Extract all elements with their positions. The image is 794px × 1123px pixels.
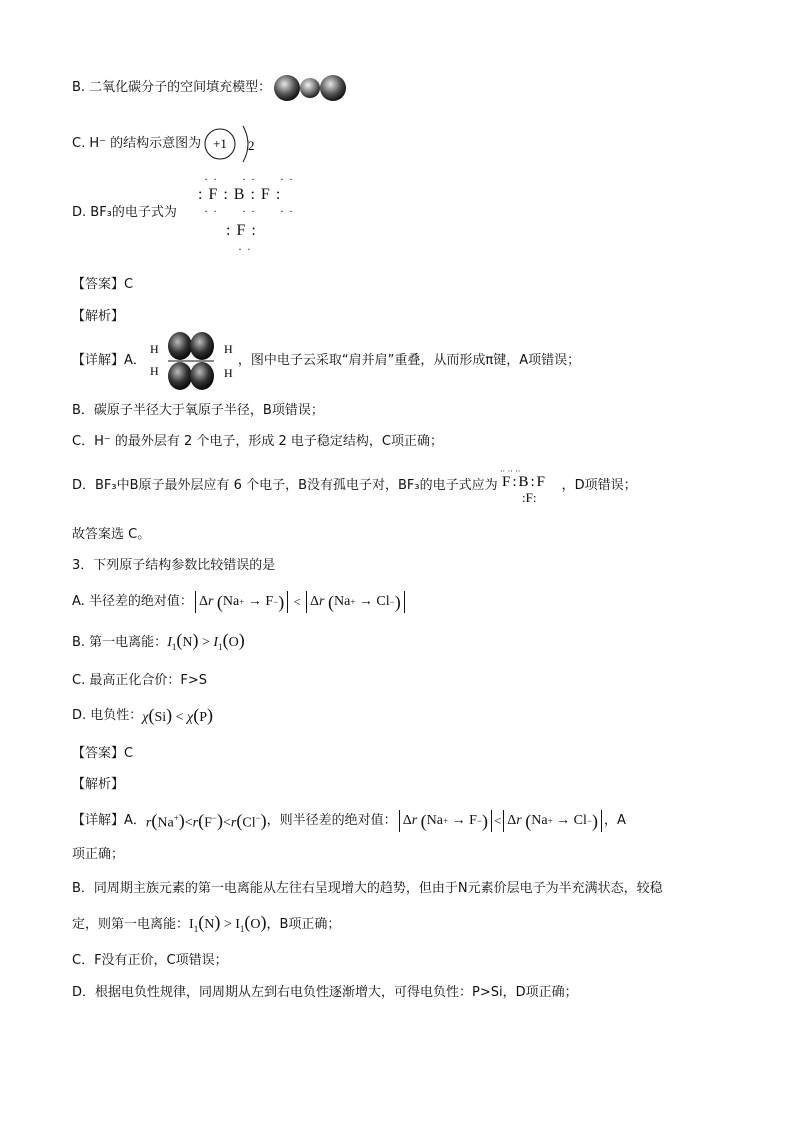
detail-d-1 [72,466,637,506]
co2-space-filling-model-image [273,72,347,104]
detail-a-2-cont: 项正确； [72,847,125,862]
q3a-formula-left: Δ r ( Na + → F − ) [195,591,288,613]
detail-c-2: C．F没有正价，C项错误； [72,953,228,968]
detail-b-2-line2-text: 定，则第一电离能： [72,917,190,932]
option-c [72,122,263,166]
detail-a-2-abs-right: Δ r ( Na + → Cl − ) [503,810,602,832]
bf3-correct-electron-formula-image [498,466,562,506]
q3-option-c: C. 最高正化合价：F>S [72,673,207,688]
detail-b-2-line2 [72,911,341,936]
detail-a-2-prefix: 【详解】A． [72,813,146,828]
detail-a-1-prefix: 【详解】A． [72,353,146,368]
detail-a-2-suffix: ，A [603,813,626,828]
svg-text:F:B:F: F:B:F [501,474,547,490]
q3b-formula: $I_1(N) > I_1(O)$ [167,629,245,652]
detail-c-1: C．H⁻ 的最外层有 2 个电子，形成 2 电子稳定结构，C项正确； [72,434,443,449]
answer-label-1: 【答案】C [72,277,134,292]
svg-text:·· ·· ··: ·· ·· ·· [499,467,520,476]
detail-d-1-prefix: D．BF₃中B原子最外层应有 6 个电子，B没有孤电子对，BF₃的电子式应为 [72,478,498,493]
h-minus-structure-diagram [203,122,263,166]
detail-a-2-radius-order: r(Na+)<r(F−)<r(Cl−) [145,810,267,831]
option-c-label: C. H⁻ 的结构示意图为 [72,136,202,151]
detail-a-1 [72,332,580,390]
detail-a-2-abs-left: Δ r ( Na + → F − ) [399,810,492,832]
conclusion-1: 故答案选 C。 [72,527,151,542]
q3-option-d [72,705,213,727]
svg-text:H: H [149,364,159,378]
detail-b-2-formula: $I_1(N) > I_1(O)$ [189,911,267,934]
q3-option-b-label: B. 第一电离能： [72,635,168,650]
option-b [72,72,347,104]
answer-label-2: 【答案】C [72,746,134,761]
q3-option-b [72,629,245,654]
detail-b-2-line1: B．同周期主族元素的第一电离能从左往右呈现增大的趋势，但由于N元素价层电子为半充满状态，较稳 [72,881,663,896]
shell-electrons: 2 [248,138,255,153]
analysis-label-2: 【解析】 [72,777,125,792]
analysis-label-1: 【解析】 [72,309,125,324]
svg-text:H: H [223,366,233,380]
detail-d-2: D．根据电负性规律，同周期从左到右电负性逐渐增大，可得电负性：P>Si，D项正确； [72,985,578,1000]
svg-text::F:: :F: [521,490,537,505]
q3a-formula-right: Δ r ( Na + → Cl − ) [306,591,405,613]
pi-bond-orbital-image [146,331,238,391]
svg-text:H: H [149,342,159,356]
bf3-top-row: F : B : F [208,186,271,203]
detail-a-2-mid: ，则半径差的绝对值： [266,813,397,828]
nucleus-charge: +1 [213,136,228,151]
option-d-label: D. BF₃的电子式为 [72,205,177,220]
q3-option-d-label: D. 电负性： [72,708,143,723]
bf3-electron-formula: · · · · · · : F : B : F : · · · · · · : F : · · [198,172,294,256]
q3-option-a: A. 半径差的绝对值： Δ r ( Na + → F − ) < Δ r ( Na + → Cl − ) [72,590,407,614]
detail-a-2: 【详解】A． r(Na+)<r(F−)<r(Cl−) ，则半径差的绝对值： Δ r ( Na + → F − ) < Δ r ( Na + → Cl − ) ，A [72,810,626,831]
option-b-label: B. 二氧化碳分子的空间填充模型： [72,80,272,95]
bf3-bottom-f: F [236,222,247,239]
detail-a-1-suffix: ，图中电子云采取“肩并肩”重叠，从而形成π键，A项错误； [237,353,581,368]
question-3-stem: 3．下列原子结构参数比较错误的是 [72,558,276,573]
detail-b-2-suffix: ，B项正确； [266,917,341,932]
q3-option-a-label: A. 半径差的绝对值： [72,594,193,609]
q3d-formula: χ(Si) < χ(P) [142,704,214,725]
detail-d-1-suffix: ，D项错误； [561,478,637,493]
svg-text:H: H [223,342,233,356]
detail-b-1: B．碳原子半径大于氧原子半径，B项错误； [72,403,324,418]
